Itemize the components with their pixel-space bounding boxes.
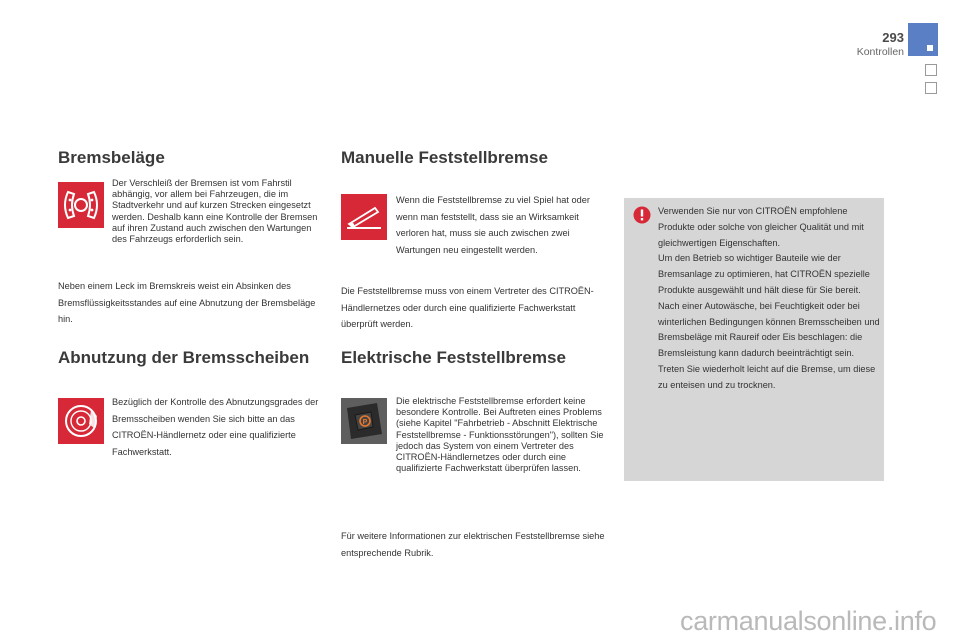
electric-parking-brake-button-icon	[341, 398, 387, 444]
brake-disc-icon	[58, 398, 104, 444]
warning-text	[658, 204, 880, 394]
heading-elektrische-feststellbremse: Elektrische Feststellbremse	[341, 348, 566, 367]
watermark: carmanualsonline.info	[680, 606, 937, 636]
text-elektrische-feststellbremse: Die elektrische Feststellbremse erfordert keine besondere Kontrolle. Bei Auftreten eines Problems (siehe Kapitel "Fahrbetrieb - Abschnitt Elektrische Feststellbremse - Funktionsstörungen"), sollten Sie jedoch das System von einem Vertreter des CITROËN-Händlernetzes oder durch eine qualifizierte Fachwerkstatt überprüfen lassen.	[396, 396, 604, 474]
text-bremsscheiben: Bezüglich der Kontrolle des Abnutzungsgrades der Bremsscheiben wenden Sie sich bitte an das CITROËN-Händlernetz oder eine qualifizierte Fachwerkstatt.	[112, 397, 319, 457]
active-tab-dot-icon	[927, 45, 933, 51]
warning-box	[624, 198, 884, 481]
heading-bremsscheiben: Abnutzung der Bremsscheiben	[58, 348, 310, 367]
note-elektrische-feststellbremse: Für weitere Informationen zur elektrischen Feststellbremse siehe entsprechende Rubrik.	[341, 531, 605, 558]
chapter-tab-after-next[interactable]	[925, 82, 937, 94]
warning-exclamation-icon	[633, 206, 651, 224]
section-label: Kontrollen	[856, 46, 904, 58]
text-bremsbelaege: Der Verschleiß der Bremsen ist vom Fahrstil abhängig, vor allem bei Fahrzeugen, die im Stadtverkehr und auf kurzen Strecken eingesetzt werden. Deshalb kann eine Kontrolle der Bremsen auf ihren Zustand auch zwischen den Wartungen des Fahrzeugs erforderlich sein.	[112, 178, 318, 245]
warning-text-3: Nach einer Autowäsche, bei Feuchtigkeit oder bei winterlichen Bedingungen können Bremsscheiben und Bremsbeläge mit Raureif oder Eis beschlagen: die Bremsleistung kann dadurch beeinträchtigt sein. Treten Sie wiederholt leicht auf die Bremse, um diese zu enteisen und zu trocknen.	[658, 300, 880, 390]
warning-text-1: Verwenden Sie nur von CITROËN empfohlene Produkte oder solche von gleicher Qualität und mit gleichwertigen Eigenschaften.	[658, 206, 864, 248]
page-number: 293	[882, 30, 904, 45]
note-bremsbelaege: Neben einem Leck im Bremskreis weist ein Absinken des Bremsflüssigkeitsstandes auf eine Abnutzung der Bremsbeläge hin.	[58, 281, 316, 324]
note-manuelle-feststellbremse: Die Feststellbremse muss von einem Vertreter des CITROËN-Händlernetzes oder durch eine qualifizierte Fachwerkstatt überprüft werden.	[341, 286, 594, 329]
heading-bremsbelaege: Bremsbeläge	[58, 148, 165, 167]
heading-manuelle-feststellbremse: Manuelle Feststellbremse	[341, 148, 548, 167]
warning-text-2: Um den Betrieb so wichtiger Bauteile wie der Bremsanlage zu optimieren, hat CITROËN spezielle Produkte ausgewählt und hält diese für Sie bereit.	[658, 253, 870, 295]
chapter-tab-active[interactable]	[908, 23, 938, 56]
svg-text:P: P	[362, 419, 368, 426]
brake-pads-icon	[58, 182, 104, 228]
chapter-tab-next[interactable]	[925, 64, 937, 76]
text-manuelle-feststellbremse: Wenn die Feststellbremse zu viel Spiel hat oder wenn man feststellt, dass sie an Wirksamkeit verloren hat, muss sie auch zwischen zwei Wartungen neu eingestellt werden.	[396, 195, 590, 255]
parking-brake-lever-icon	[341, 194, 387, 240]
